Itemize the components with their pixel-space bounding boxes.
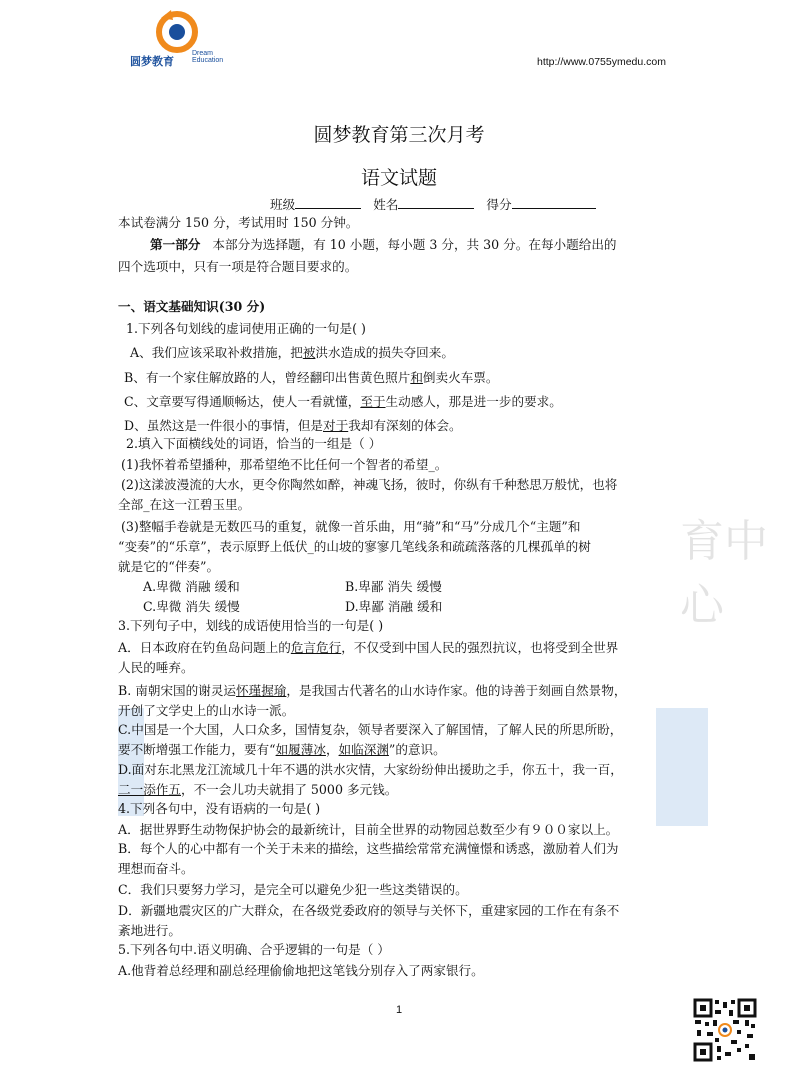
q1-stem: 1.下列各句划线的虚词使用正确的一句是( ) [126, 321, 366, 336]
q4-option-d-line1: D．新疆地震灾区的广大群众，在各级党委政府的领导与关怀下，重建家园的工作在有条不 [118, 903, 620, 918]
class-blank[interactable] [295, 196, 361, 209]
logo-subtext [192, 50, 223, 64]
section-heading: 一、语文基础知识(30 分) [118, 299, 266, 314]
header-url[interactable]: http://www.0755ymedu.com [537, 56, 666, 68]
part1-text2: 四个选项中，只有一项是符合题目要求的。 [118, 259, 358, 274]
q2-part3-line1: (3)整幅手卷就是无数匹马的重复，就像一首乐曲，用“骑”和“马”分成几个“主题”和 [121, 519, 581, 534]
exam-title: 圆梦教育第三次月考 [313, 124, 485, 146]
intro-text: 本试卷满分 150 分，考试用时 150 分钟。 [118, 215, 359, 230]
q2-option-b: B.卑鄙 消失 缓慢 [345, 579, 442, 594]
qr-code-icon[interactable] [693, 998, 757, 1062]
part1-label: 第一部分 [150, 237, 201, 252]
class-label: 班级 [270, 197, 296, 212]
q5-option-a: A.他背着总经理和副总经理偷偷地把这笔钱分别存入了两家银行。 [118, 963, 484, 978]
score-blank[interactable] [512, 196, 596, 209]
q2-stem: 2.填入下面横线处的词语，恰当的一组是（ ） [126, 436, 382, 451]
q4-option-c: C．我们只要努力学习，是完全可以避免少犯一些这类错误的。 [118, 882, 468, 897]
q3-option-c-line2: 要不断增强工作能力，要有“如履薄冰，如临深渊”的意识。 [118, 742, 446, 757]
q4-stem: 4.下列各句中，没有语病的一句是( ) [118, 801, 321, 816]
q3-option-d-line2: 二一添作五，不一会儿功夫就捐了 5000 多元钱。 [118, 782, 398, 797]
q3-option-a-line1: A．日本政府在钓鱼岛问题上的危言危行，不仅受到中国人民的强烈抗议，也将受到全世界 [118, 640, 619, 655]
q2-option-c: C.卑微 消失 缓慢 [143, 599, 240, 614]
logo-sub-line1: Dream [192, 50, 214, 57]
q3-option-a-line2: 人民的唾弃。 [118, 660, 194, 675]
q1-option-a: A、我们应该采取补救措施，把被洪水造成的损失夺回来。 [130, 345, 454, 360]
exam-subtitle: 语文试题 [360, 167, 437, 189]
q4-option-d-line2: 紊地进行。 [118, 923, 181, 938]
q3-option-c-line1: C.中国是一个大国，人口众多，国情复杂，领导者要深入了解国情，了解人民的所思所盼， [118, 722, 623, 737]
logo-sub-line2: Education [192, 57, 224, 64]
part1-line1 [150, 237, 617, 253]
q2-part2-line1: (2)这漾波漫流的大水，更令你陶然如醉，神魂飞扬，彼时，你纵有千种愁思万般忧，也将 [121, 477, 618, 492]
watermark-text: 育中心 [680, 516, 768, 631]
q2-part3-line3: 就是它的“伴奏”。 [118, 559, 220, 574]
q1-option-d: D、虽然这是一件很小的事情，但是对于我却有深刻的体会。 [124, 418, 462, 433]
q3-option-b-line2: 开创了文学史上的山水诗一派。 [118, 703, 295, 718]
q3-stem: 3.下列句子中，划线的成语使用恰当的一句是( ) [118, 618, 384, 633]
q2-part2-line2: 全部_在这一江碧玉里。 [118, 497, 251, 512]
page-number: 1 [395, 1004, 403, 1016]
name-blank[interactable] [398, 196, 474, 209]
q4-option-b-line2: 理想而奋斗。 [118, 861, 194, 876]
q1-option-c: C、文章要写得通顺畅达，使人一看就懂，至于生动感人，那是进一步的要求。 [124, 394, 562, 409]
q2-option-d: D.卑鄙 消融 缓和 [345, 599, 443, 614]
q2-option-a: A.卑微 消融 缓和 [143, 579, 240, 594]
q2-part1: (1)我怀着希望播种，那希望绝不比任何一个智者的希望_。 [121, 457, 448, 472]
q5-stem: 5.下列各句中.语义明确、合乎逻辑的一句是（ ） [118, 942, 390, 957]
info-row [270, 196, 596, 213]
q2-part3-line2: “变奏”的“乐章”，表示原野上低伏_的山坡的寥寥几笔线条和疏疏落落的几棵孤单的树 [118, 539, 591, 554]
q3-option-d-line1: D.面对东北黑龙江流域几十年不遇的洪水灾情，大家纷纷伸出援助之手，你五十，我一百， [118, 762, 623, 777]
score-label: 得分 [486, 197, 512, 212]
part1-text1: 本部分为选择题，有 10 小题，每小题 3 分，共 30 分。在每小题给出的 [212, 237, 617, 252]
q4-option-a: A．据世界野生动物保护协会的最新统计，目前全世界的动物园总数至少有９００家以上。 [118, 822, 619, 837]
watermark-bar-right [656, 708, 708, 826]
q1-option-b: B、有一个家住解放路的人，曾经翻印出售黄色照片和倒卖火车票。 [124, 370, 499, 385]
q4-option-b-line1: B．每个人的心中都有一个关于未来的描绘，这些描绘常常充满憧憬和诱惑，激励着人们为 [118, 841, 619, 856]
name-label: 姓名 [373, 197, 399, 212]
q3-option-b-line1: B. 南朝宋国的谢灵运怀瑾握瑜，是我国古代著名的山水诗作家。他的诗善于刻画自然景物， [118, 683, 627, 698]
logo-text: 圆梦教育 [130, 55, 174, 68]
